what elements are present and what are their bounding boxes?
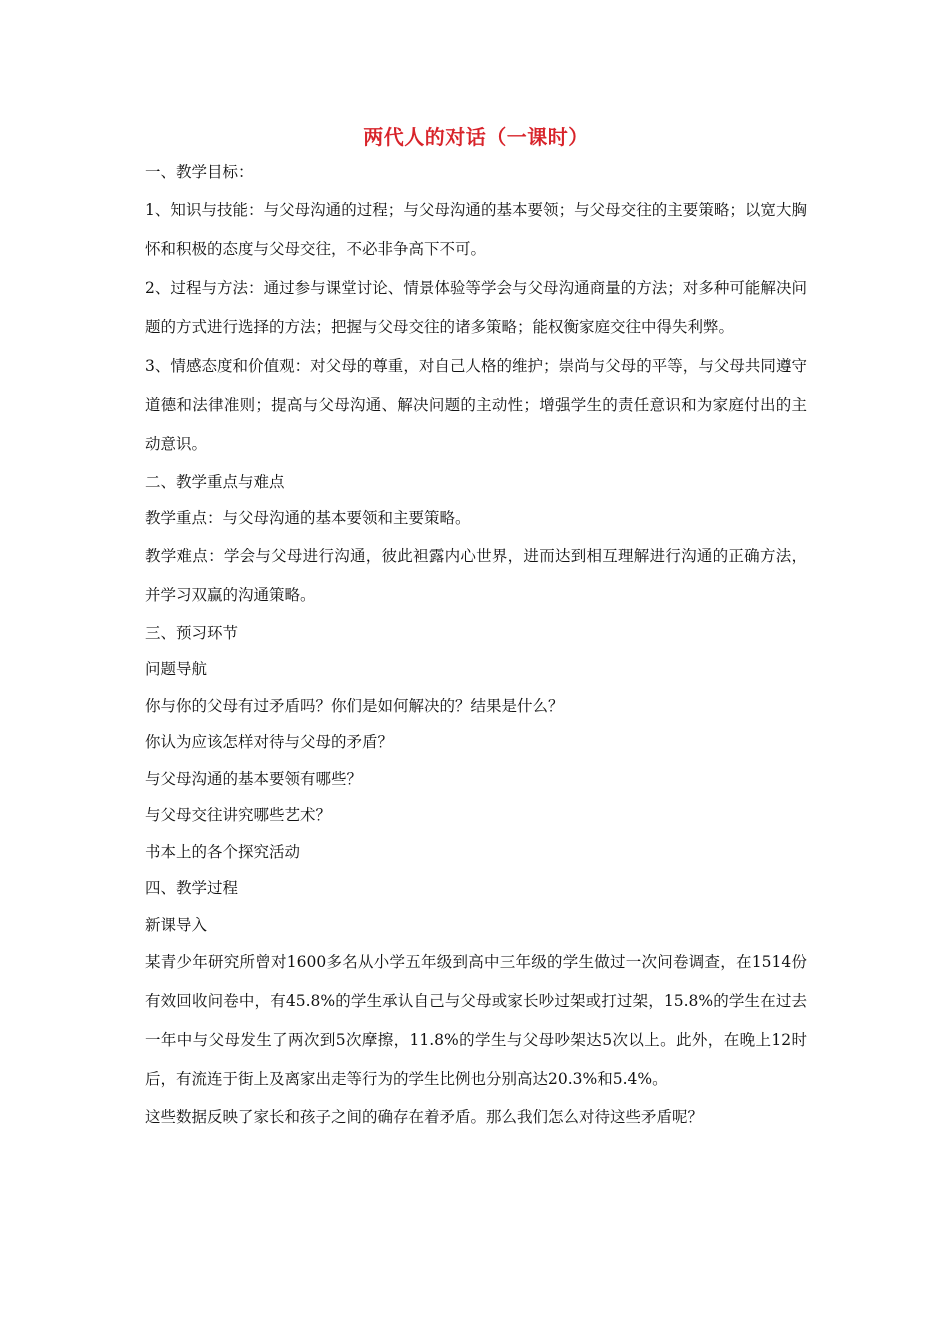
paragraph-key-point: 教学重点：与父母沟通的基本要领和主要策略。	[145, 509, 471, 527]
section-heading-preview: 三、预习环节	[145, 623, 239, 642]
question-item: 与父母沟通的基本要领有哪些？	[145, 769, 363, 788]
document-page	[145, 120, 807, 1136]
question-item: 书本上的各个探究活动	[145, 842, 301, 861]
paragraph-knowledge-skills: 1、知识与技能：与父母沟通的过程；与父母沟通的基本要领；与父母交往的主要策略；以宽大胸怀和积极的态度与父母交往，不必非争高下不可。	[145, 200, 807, 258]
subheading-question-nav: 问题导航	[145, 660, 208, 678]
paragraph-difficulty: 教学难点：学会与父母进行沟通，彼此袒露内心世界，进而达到相互理解进行沟通的正确方法，并学习双赢的沟通策略。	[145, 546, 807, 604]
question-item: 你认为应该怎样对待与父母的矛盾？	[145, 733, 394, 751]
paragraph-conclusion: 这些数据反映了家长和孩子之间的确存在着矛盾。那么我们怎么对待这些矛盾呢？	[145, 1108, 704, 1126]
section-heading-objectives: 一、教学目标：	[145, 163, 254, 181]
paragraph-process-methods: 2、过程与方法：通过参与课堂讨论、情景体验等学会与父母沟通商量的方法；对多种可能解决问题的方式进行选择的方法；把握与父母交往的诸多策略；能权衡家庭交往中得失利弊。	[145, 278, 807, 336]
document-title: 两代人的对话（一课时）	[363, 125, 589, 149]
section-heading-process: 四、教学过程	[145, 879, 239, 897]
question-item: 你与你的父母有过矛盾吗？你们是如何解决的？结果是什么？	[145, 696, 564, 715]
section-heading-key-points: 二、教学重点与难点	[145, 472, 285, 491]
paragraph-emotion-values: 3、情感态度和价值观：对父母的尊重，对自己人格的维护；崇尚与父母的平等，与父母共同遵守道德和法律准则；提高与父母沟通、解决问题的主动性；增强学生的责任意识和为家庭付出的主动意识。	[145, 356, 807, 453]
question-item: 与父母交往讲究哪些艺术？	[145, 806, 332, 824]
paragraph-survey: 某青少年研究所曾对1600多名从小学五年级到高中三年级的学生做过一次问卷调查，在1514份有效回收问卷中，有45.8%的学生承认自己与父母或家长吵过架或打过架，15.8%的学生在过去一年中与父母发生了两次到5次摩擦，11.8%的学生与父母吵架达5次以上。此外，在晚上12时后，有流连于街上及离家出走等行为的学生比例也分别高达20.3%和5.4%。	[145, 953, 807, 1088]
subheading-intro: 新课导入	[145, 915, 208, 934]
